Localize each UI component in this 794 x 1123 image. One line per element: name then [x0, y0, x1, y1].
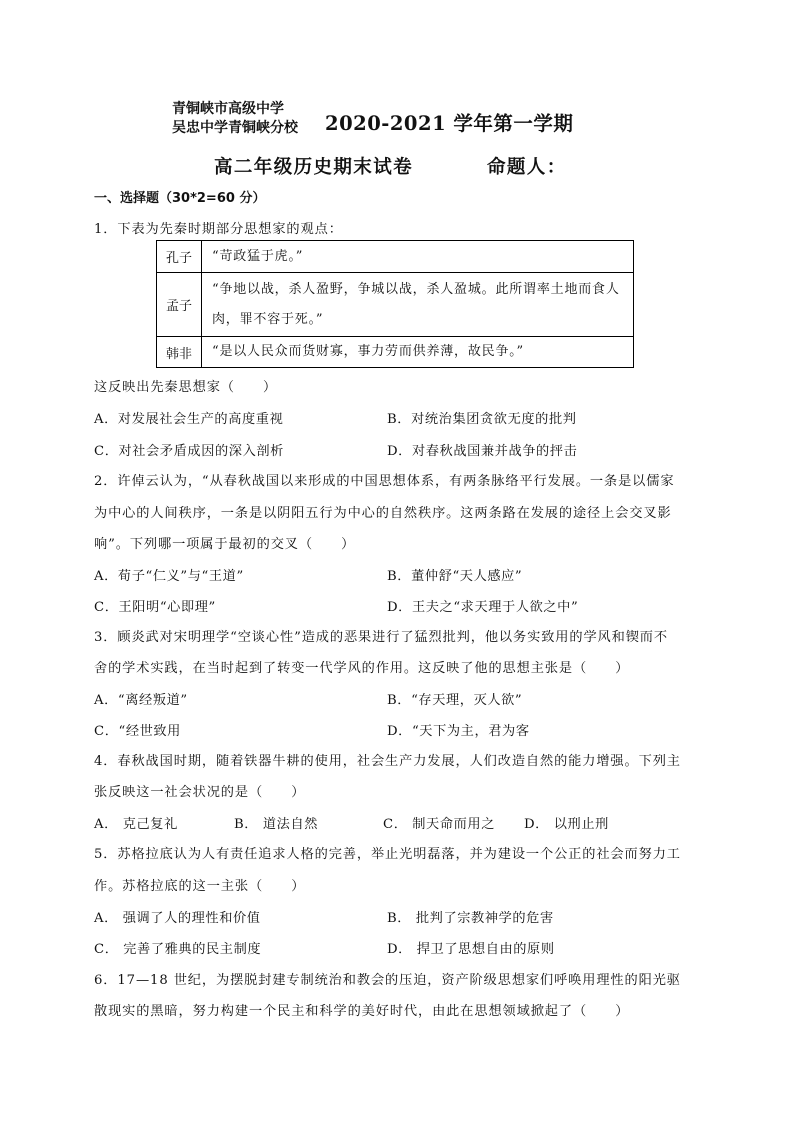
question-3-option-c: C．“经世致用 — [94, 724, 181, 739]
question-2-option-d: D．王夫之“求天理于人欲之中” — [387, 600, 579, 615]
table-row — [157, 337, 634, 368]
thinker-name: 孟子 — [157, 273, 202, 337]
question-1-option-d: D．对春秋战国兼并战争的抨击 — [387, 444, 578, 459]
thinker-quote: “争地以战，杀人盈野，争城以战，杀人盈城。此所谓率土地而食人肉，罪不容于死。” — [202, 273, 634, 337]
question-6-line-1: 6．17—18 世纪，为摆脱封建专制统治和教会的压迫，资产阶级思想家们呼唤用理性的阳光驱 — [94, 973, 681, 988]
question-6-line-2: 散现实的黑暗，努力构建一个民主和科学的美好时代，由此在思想领域掀起了（ ） — [94, 1004, 630, 1019]
question-4-line-1: 4．春秋战国时期，随着铁器牛耕的使用，社会生产力发展，人们改造自然的能力增强。下列主 — [94, 754, 681, 769]
question-5-option-b: B． 批判了宗教神学的危害 — [387, 911, 554, 926]
question-2-option-b: B．董仲舒“天人感应” — [387, 569, 523, 584]
question-1-stem: 1．下表为先秦时期部分思想家的观点： — [94, 222, 343, 237]
question-2-option-c: C．王阳明“心即理” — [94, 600, 216, 615]
school-name-line2: 吴忠中学青铜峡分校 — [172, 120, 298, 136]
table-row — [157, 273, 634, 337]
question-1-option-a: A．对发展社会生产的高度重视 — [94, 412, 284, 427]
author-label: 命题人： — [487, 157, 567, 178]
question-5-option-a: A． 强调了人的理性和价值 — [94, 911, 261, 926]
question-3-line-1: 3．顾炎武对宋明理学“空谈心性”造成的恶果进行了猛烈批判，他以务实致用的学风和锲而不 — [94, 630, 668, 645]
thinker-name: 韩非 — [157, 337, 202, 368]
question-4-option-d: D． 以刑止刑 — [524, 817, 609, 832]
question-4-option-c: C． 制天命而用之 — [383, 817, 495, 832]
thinker-name: 孔子 — [157, 241, 202, 273]
question-2-line-3: 响”。下列哪一项属于最初的交叉（ ） — [94, 537, 356, 552]
question-3-option-a: A．“离经叛道” — [94, 693, 188, 708]
question-5-option-c: C． 完善了雅典的民主制度 — [94, 942, 262, 957]
question-3-line-2: 舍的学术实践，在当时起到了转变一代学风的作用。这反映了他的思想主张是（ ） — [94, 661, 630, 676]
question-3-option-b: B．“存天理，灭人欲” — [387, 693, 523, 708]
question-4-line-2: 张反映这一社会状况的是（ ） — [94, 785, 306, 800]
question-2-option-a: A．荀子“仁义”与“王道” — [94, 569, 244, 584]
exam-term-title: 2020-2021 学年第一学期 — [325, 112, 574, 135]
section-title-choice: 一、选择题（30*2=60 分） — [94, 191, 266, 206]
question-3-option-d: D．“天下为主，君为客 — [387, 724, 530, 739]
thinker-quotes-table — [156, 240, 634, 368]
exam-subtitle: 高二年级历史期末试卷 — [214, 157, 414, 178]
question-1-option-c: C．对社会矛盾成因的深入剖析 — [94, 444, 284, 459]
thinker-quote: “苛政猛于虎。” — [202, 241, 634, 273]
question-1-option-b: B．对统治集团贪欲无度的批判 — [387, 412, 577, 427]
question-5-option-d: D． 捍卫了思想自由的原则 — [387, 942, 555, 957]
thinker-quote: “是以人民众而货财寡，事力劳而供养薄，故民争。” — [202, 337, 634, 368]
question-5-line-2: 作。苏格拉底的这一主张（ ） — [94, 879, 306, 894]
question-4-option-a: A． 克己复礼 — [94, 817, 178, 832]
school-name-line1: 青铜峡市高级中学 — [172, 101, 284, 117]
question-2-line-1: 2．许倬云认为，“从春秋战国以来形成的中国思想体系，有两条脉络平行发展。一条是以儒家 — [94, 474, 675, 489]
question-2-line-2: 为中心的人间秩序，一条是以阴阳五行为中心的自然秩序。这两条路在发展的途径上会交叉影 — [94, 506, 672, 521]
question-1-prompt: 这反映出先秦思想家（ ） — [94, 380, 278, 395]
question-4-option-b: B． 道法自然 — [234, 817, 319, 832]
table-row — [157, 241, 634, 273]
question-5-line-1: 5．苏格拉底认为人有责任追求人格的完善，举止光明磊落，并为建设一个公正的社会而努力工 — [94, 847, 681, 862]
